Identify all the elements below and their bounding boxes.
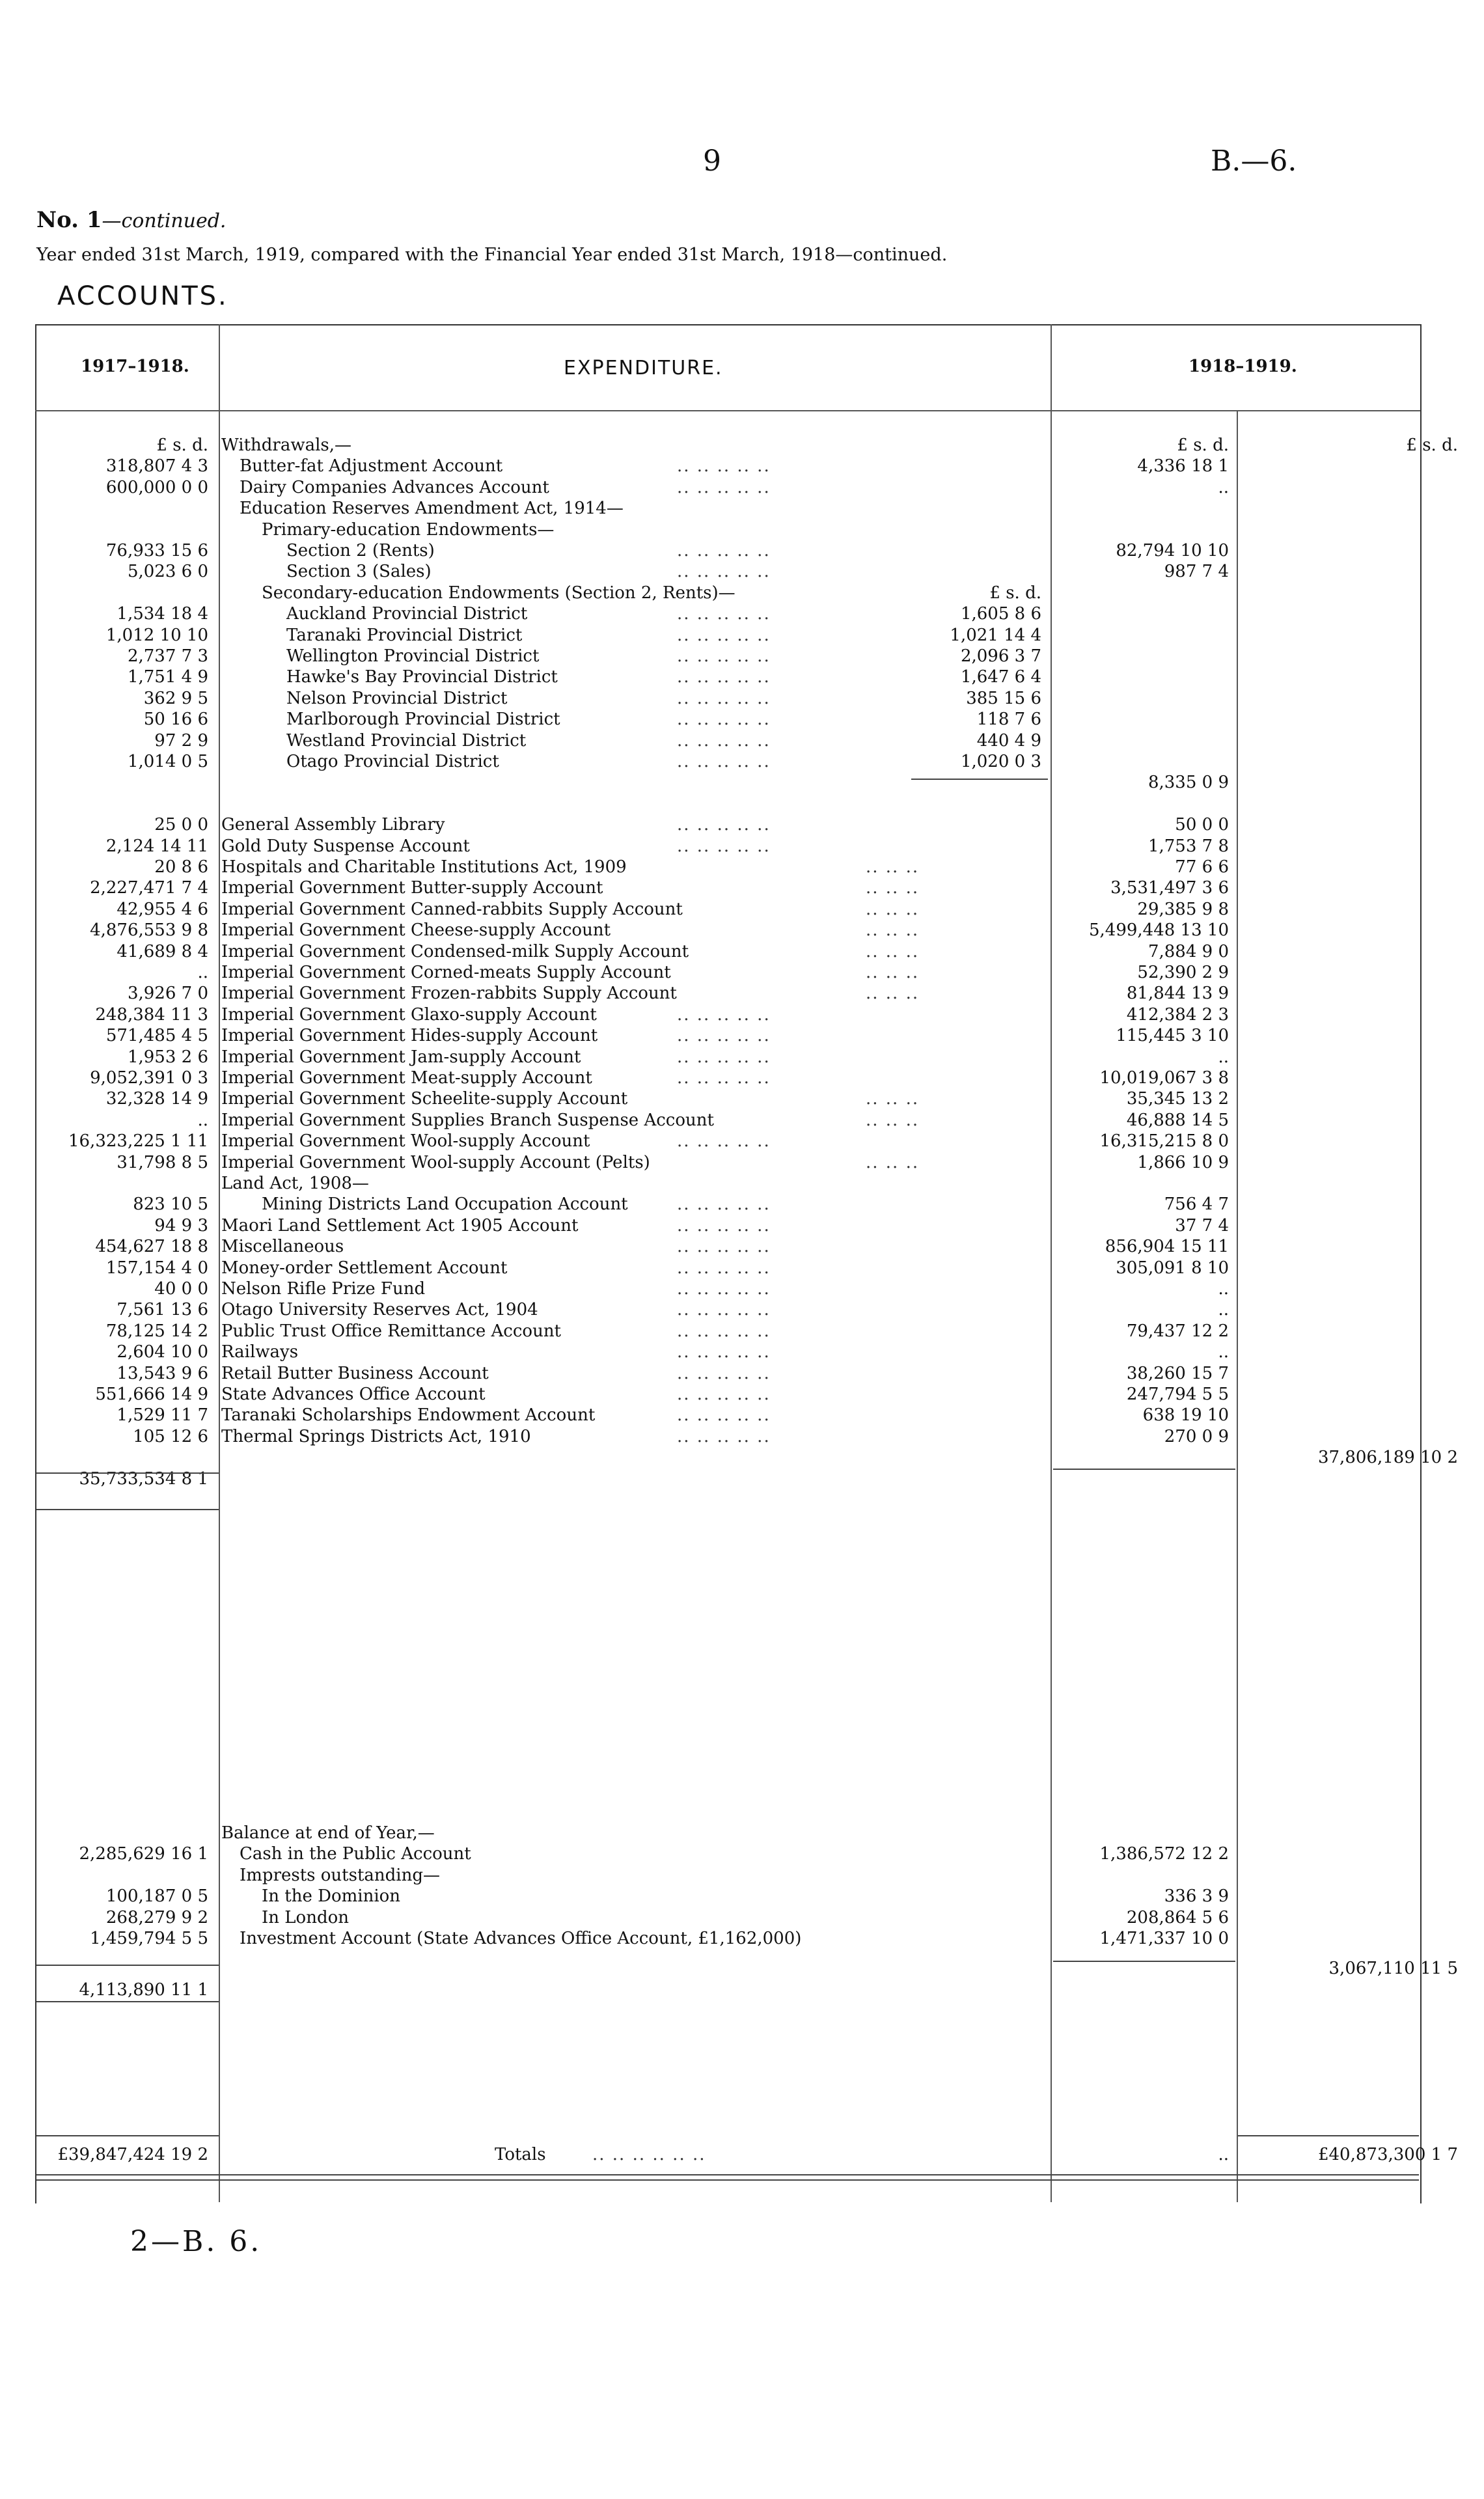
row-label: Otago Provincial District [286,752,499,771]
main-value: .. [1218,1047,1229,1067]
main-value: 305,091 8 10 [1116,1258,1229,1278]
table-row [0,1110,1484,1131]
row-label: Imperial Government Cheese-supply Account [221,920,611,941]
page-number: 9 [703,145,721,178]
sub-value: 1,605 8 6 [960,604,1041,624]
table-row [0,603,1484,625]
leader-dots: .. .. .. .. .. [677,1258,771,1278]
leader-dots: .. .. .. [866,920,920,941]
table-row [0,941,1484,963]
table-row [0,1088,1484,1110]
row-label: Imperial Government Jam-supply Account [221,1047,581,1067]
table-row [0,1215,1484,1237]
table-row [0,730,1484,752]
old-value: 20 8 6 [154,857,208,877]
column-old-year: 1917–1918. [81,357,189,376]
main-value: .. [1218,1342,1229,1362]
old-value: 3,926 7 0 [127,984,208,1004]
table-row [0,646,1484,667]
main-value: 987 7 4 [1164,562,1229,582]
leader-dots: .. .. .. [866,878,920,898]
main-value: 52,390 2 9 [1137,963,1229,982]
main-value: 8,335 0 9 [1147,773,1229,793]
table-row [0,477,1484,499]
table-row [0,435,1484,456]
main-value: 82,794 10 10 [1116,541,1229,560]
leader-dots: .. .. .. [866,963,920,982]
table-row [0,688,1484,710]
row-label: Money-order Settlement Account [221,1258,508,1278]
leader-dots: .. .. .. .. .. [677,646,771,666]
row-label: Hawke's Bay Provincial District [286,667,558,687]
main-value: 856,904 15 11 [1105,1237,1229,1257]
old-value: 9,052,391 0 3 [90,1068,208,1088]
main-value: 29,385 9 8 [1137,899,1229,919]
leader-dots: .. .. .. .. .. [677,1300,771,1320]
leader-dots: .. .. .. .. .. [677,1405,771,1426]
table-row [0,498,1484,519]
old-value: 571,485 4 5 [105,1026,208,1046]
main-value: .. [1218,477,1229,497]
row-label: Imperial Government Frozen-rabbits Supply Account [221,984,677,1004]
old-value: 1,751 4 9 [127,667,208,687]
row-label: Dairy Companies Advances Account [240,477,549,497]
leader-dots: .. .. .. .. .. [677,477,771,497]
row-label: Taranaki Provincial District [286,625,523,645]
table-row [0,1068,1484,1089]
row-label: Cash in the Public Account [240,1844,471,1864]
old-value: 1,529 11 7 [117,1405,208,1426]
totals-rule-old-top [36,2135,219,2136]
table-row [0,1278,1484,1300]
year-caption: Year ended 31st March, 1919, compared with the Financial Year ended 31st March, 1918—continued. [36,245,948,265]
table-row [0,836,1484,857]
totals-row [0,2144,1484,2166]
old-value: 50 16 6 [143,710,208,730]
old-value: 454,627 18 8 [95,1237,208,1257]
leader-dots: .. .. .. .. .. [677,1237,771,1257]
old-value: 600,000 0 0 [105,477,208,497]
table-row [0,667,1484,688]
main-value: 336 3 9 [1164,1886,1229,1907]
balance-row [0,1928,1484,1950]
totals-old: £39,847,424 19 2 [57,2145,208,2164]
balance-row [0,1886,1484,1907]
table-row [0,751,1484,773]
row-label: Secondary-education Endowments (Section 2, Rents)— [262,583,735,603]
old-value: 2,737 7 3 [127,646,208,666]
table-row [0,1025,1484,1047]
old-value: 1,459,794 5 5 [90,1929,208,1948]
section-heading [36,207,226,233]
row-label: Imperial Government Butter-supply Account [221,878,603,898]
row-label: Imperial Government Scheelite-supply Account [221,1089,628,1109]
old-value: 40 0 0 [154,1279,208,1299]
table-row [0,709,1484,730]
old-value: 823 10 5 [133,1194,208,1215]
totals-main: .. [1218,2145,1229,2164]
row-label: Section 3 (Sales) [286,562,432,582]
table-row [0,1047,1484,1068]
leader-dots: .. .. .. .. .. [677,1194,771,1215]
leader-dots: .. .. .. .. .. [677,1047,771,1067]
row-label: Imperial Government Condensed-milk Supply Account [221,941,689,961]
main-value: 7,884 9 0 [1147,941,1229,961]
leader-dots: .. .. .. [866,941,920,961]
row-label: Withdrawals,— [221,435,352,455]
row-label: Land Act, 1908— [221,1174,369,1193]
table-row [0,1342,1484,1363]
table-row [0,540,1484,562]
main-value: 115,445 3 10 [1116,1026,1229,1046]
old-value: 5,023 6 0 [127,562,208,582]
old-value: 32,328 14 9 [105,1089,208,1109]
old-value: 268,279 9 2 [105,1907,208,1927]
balance-row [0,1823,1484,1844]
table-row [0,1384,1484,1405]
leader-dots: .. .. .. .. .. [677,562,771,582]
old-subtotal-rule-top [36,1472,219,1474]
main-value: 270 0 9 [1164,1426,1229,1446]
row-label: Imperial Government Corned-meats Supply Account [221,963,671,982]
row-label: Taranaki Scholarships Endowment Account [221,1405,596,1426]
currency-total: £ s. d. [1406,435,1458,455]
table-row [0,1447,1484,1469]
main-value: 3,531,497 3 6 [1110,878,1229,898]
table-row [0,920,1484,941]
sub-value: 1,647 6 4 [960,667,1041,687]
footer-signature: 2—B. 6. [130,2225,262,2258]
table-row [0,456,1484,477]
row-label: Public Trust Office Remittance Account [221,1321,562,1341]
table-row [0,814,1484,836]
sub-value: 2,096 3 7 [960,646,1041,666]
leader-dots: .. .. .. .. .. [677,1363,771,1383]
old-value: 318,807 4 3 [105,456,208,476]
row-label: General Assembly Library [221,815,445,835]
table-row [0,1363,1484,1385]
totals-leader: .. .. .. .. .. .. [592,2145,706,2164]
balance-old-rule-bottom [36,2001,219,2002]
row-label: Imperial Government Wool-supply Account [221,1131,590,1152]
leader-dots: .. .. .. .. .. [677,667,771,687]
table-row [0,519,1484,541]
leader-dots: .. .. .. [866,1152,920,1172]
row-label: Imperial Government Hides-supply Account [221,1026,598,1046]
table-row [0,1258,1484,1279]
old-value: 100,187 0 5 [105,1886,208,1907]
main-rule [1053,1469,1235,1470]
leader-dots: .. .. .. .. .. [677,688,771,708]
old-value: 42,955 4 6 [117,899,208,919]
totals-total: £40,873,300 1 7 [1317,2145,1458,2164]
old-value: 2,285,629 16 1 [79,1844,208,1864]
row-label: In the Dominion [262,1886,401,1907]
table-row [0,877,1484,899]
old-value: 2,227,471 7 4 [90,878,208,898]
old-value: 13,543 9 6 [117,1363,208,1383]
currency-main: £ s. d. [1177,435,1229,455]
row-label: Imprests outstanding— [240,1865,441,1885]
row-label: Maori Land Settlement Act 1905 Account [221,1215,579,1236]
old-value: 2,124 14 11 [105,836,208,856]
main-value: 1,386,572 12 2 [1099,1844,1229,1864]
row-label: Westland Provincial District [286,730,527,751]
balance-row [0,1980,1484,2001]
table-row [0,1426,1484,1448]
leader-dots: .. .. .. [866,1089,920,1109]
row-label: Wellington Provincial District [286,646,540,666]
old-value: 551,666 14 9 [95,1385,208,1404]
table-row [0,1131,1484,1152]
balance-row [0,1843,1484,1865]
row-label: Miscellaneous [221,1237,344,1257]
row-label: State Advances Office Account [221,1385,486,1404]
table-row [0,899,1484,920]
main-value: 81,844 13 9 [1126,984,1229,1004]
column-expenditure: EXPENDITURE. [564,357,723,380]
main-value: .. [1218,1300,1229,1320]
old-value: 1,953 2 6 [127,1047,208,1067]
table-row [0,625,1484,646]
balance-row [0,1865,1484,1886]
row-label: Education Reserves Amendment Act, 1914— [240,499,624,519]
row-label: Section 2 (Rents) [286,541,435,560]
old-value: 4,113,890 11 1 [79,1980,208,2000]
balance-main-rule [1053,1961,1235,1962]
leader-dots: .. .. .. .. .. [677,1426,771,1446]
leader-dots: .. .. .. .. .. [677,730,771,751]
row-label: Gold Duty Suspense Account [221,836,470,856]
main-value: 77 6 6 [1175,857,1229,877]
leader-dots: .. .. .. [866,899,920,919]
main-value: 638 19 10 [1142,1405,1229,1426]
leader-dots: .. .. .. .. .. [677,752,771,771]
balance-row [0,1907,1484,1929]
leader-dots: .. .. .. .. .. [677,541,771,560]
row-label: Imperial Government Wool-supply Account (Pelts) [221,1152,650,1172]
table-row [0,1152,1484,1174]
old-value: 1,012 10 10 [105,625,208,645]
totals-rule-total-top [1238,2135,1419,2136]
row-label: Investment Account (State Advances Office Account, £1,162,000) [240,1929,802,1948]
old-value: 157,154 4 0 [105,1258,208,1278]
main-value: 38,260 15 7 [1126,1363,1229,1383]
row-label: Imperial Government Supplies Branch Suspense Account [221,1110,714,1130]
leader-dots: .. .. .. [866,857,920,877]
old-value: 105 12 6 [133,1426,208,1446]
table-row [0,983,1484,1004]
header-rule [35,410,1420,411]
old-value: 2,604 10 0 [117,1342,208,1362]
leader-dots: .. .. .. .. .. [677,1385,771,1404]
old-value: 4,876,553 9 8 [90,920,208,941]
row-label: Otago University Reserves Act, 1904 [221,1300,538,1320]
main-value: 756 4 7 [1164,1194,1229,1215]
main-value: 79,437 12 2 [1126,1321,1229,1341]
row-label: Nelson Provincial District [286,688,508,708]
old-value: 1,014 0 5 [127,752,208,771]
old-value: 16,323,225 1 11 [68,1131,208,1152]
table-row [0,772,1484,794]
table-row [0,1405,1484,1426]
leader-dots: .. .. .. .. .. [677,1004,771,1025]
row-label: Butter-fat Adjustment Account [240,456,503,476]
column-new-year: 1918–1919. [1189,357,1297,376]
main-value: 35,345 13 2 [1126,1089,1229,1109]
old-value: 248,384 11 3 [95,1004,208,1025]
row-label: Nelson Rifle Prize Fund [221,1279,426,1299]
old-value: 362 9 5 [143,688,208,708]
old-value: 31,798 8 5 [117,1152,208,1172]
table-row [0,1469,1484,1490]
main-value: 247,794 5 5 [1126,1385,1229,1404]
leader-dots: .. .. .. .. .. [677,1279,771,1299]
row-label: Retail Butter Business Account [221,1363,489,1383]
sub-value: 1,021 14 4 [950,625,1041,645]
old-value: 41,689 8 4 [117,941,208,961]
row-label: In London [262,1907,349,1927]
row-label: Marlborough Provincial District [286,710,560,730]
accounts-title: ACCOUNTS. [57,281,228,311]
leader-dots: .. .. .. .. .. [677,456,771,476]
old-subtotal-rule-bottom [36,1509,219,1510]
main-value: 50 0 0 [1175,815,1229,835]
leader-dots: .. .. .. .. .. [677,1068,771,1088]
old-value: .. [197,963,208,982]
leader-dots: .. .. .. .. .. [677,1131,771,1152]
section-continued: —continued. [102,210,227,232]
main-value: 46,888 14 5 [1126,1110,1229,1130]
total-value: 37,806,189 10 2 [1317,1448,1458,1468]
table-row [0,561,1484,583]
main-value: 412,384 2 3 [1126,1004,1229,1025]
table-row [0,1004,1484,1026]
balance-old-rule-top [36,1965,219,1966]
sub-value: 440 4 9 [976,730,1041,751]
table-row [0,1236,1484,1258]
sub-value: 1,020 0 3 [960,752,1041,771]
main-value: 10,019,067 3 8 [1099,1068,1229,1088]
leader-dots: .. .. .. .. .. [677,815,771,835]
leader-dots: .. .. .. .. .. [677,1321,771,1341]
old-value: 7,561 13 6 [117,1300,208,1320]
subtotal-rule [911,779,1048,780]
table-row [0,962,1484,984]
leader-dots: .. .. .. .. .. [677,625,771,645]
section-number: No. 1 [36,207,102,233]
leader-dots: .. .. .. .. .. [677,1026,771,1046]
old-value: 76,933 15 6 [105,541,208,560]
main-value: 1,866 10 9 [1137,1152,1229,1172]
main-value: 4,336 18 1 [1137,456,1229,476]
table-row [0,1194,1484,1215]
totals-rule-bottom-double [36,2179,1419,2181]
row-label: Hospitals and Charitable Institutions Act, 1909 [221,857,627,877]
table-row [0,857,1484,878]
row-label: Mining Districts Land Occupation Account [262,1194,628,1215]
document-reference: B.—6. [1211,145,1297,178]
row-label: Auckland Provincial District [286,604,528,624]
table-row [0,794,1484,815]
sub-value: £ s. d. [989,583,1041,603]
totals-label: Totals [495,2145,546,2164]
leader-dots: .. .. .. [866,1110,920,1130]
old-value: 1,534 18 4 [117,604,208,624]
leader-dots: .. .. .. .. .. [677,1215,771,1236]
main-value: 1,753 7 8 [1147,836,1229,856]
main-value: .. [1218,1279,1229,1299]
row-label: Balance at end of Year,— [221,1823,435,1843]
totals-rule-bottom [36,2174,1419,2175]
sub-value: 385 15 6 [966,688,1041,708]
leader-dots: .. .. .. .. .. [677,710,771,730]
row-label: Imperial Government Canned-rabbits Supply Account [221,899,683,919]
leader-dots: .. .. .. .. .. [677,604,771,624]
main-value: 16,315,215 8 0 [1099,1131,1229,1152]
row-label: Imperial Government Glaxo-supply Account [221,1004,597,1025]
leader-dots: .. .. .. .. .. [677,836,771,856]
main-value: 208,864 5 6 [1126,1907,1229,1927]
row-label: Imperial Government Meat-supply Account [221,1068,592,1088]
main-value: 37 7 4 [1175,1215,1229,1236]
total-value: 3,067,110 11 5 [1328,1959,1458,1979]
old-value: .. [197,1110,208,1130]
table-row [0,1173,1484,1194]
row-label: Railways [221,1342,299,1362]
currency-old: £ s. d. [156,435,208,455]
old-value: 94 9 3 [154,1215,208,1236]
main-value: 1,471,337 10 0 [1099,1929,1229,1948]
table-row [0,583,1484,604]
old-value: 97 2 9 [154,730,208,751]
leader-dots: .. .. .. [866,984,920,1004]
table-row [0,1321,1484,1342]
leader-dots: .. .. .. .. .. [677,1342,771,1362]
sub-value: 118 7 6 [976,710,1041,730]
row-label: Thermal Springs Districts Act, 1910 [221,1426,531,1446]
main-value: 5,499,448 13 10 [1088,920,1229,941]
old-value: 25 0 0 [154,815,208,835]
old-value: 78,125 14 2 [105,1321,208,1341]
row-label: Primary-education Endowments— [262,519,555,540]
old-value: 35,733,534 8 1 [79,1469,208,1489]
table-row [0,1299,1484,1321]
balance-row [0,1958,1484,1980]
